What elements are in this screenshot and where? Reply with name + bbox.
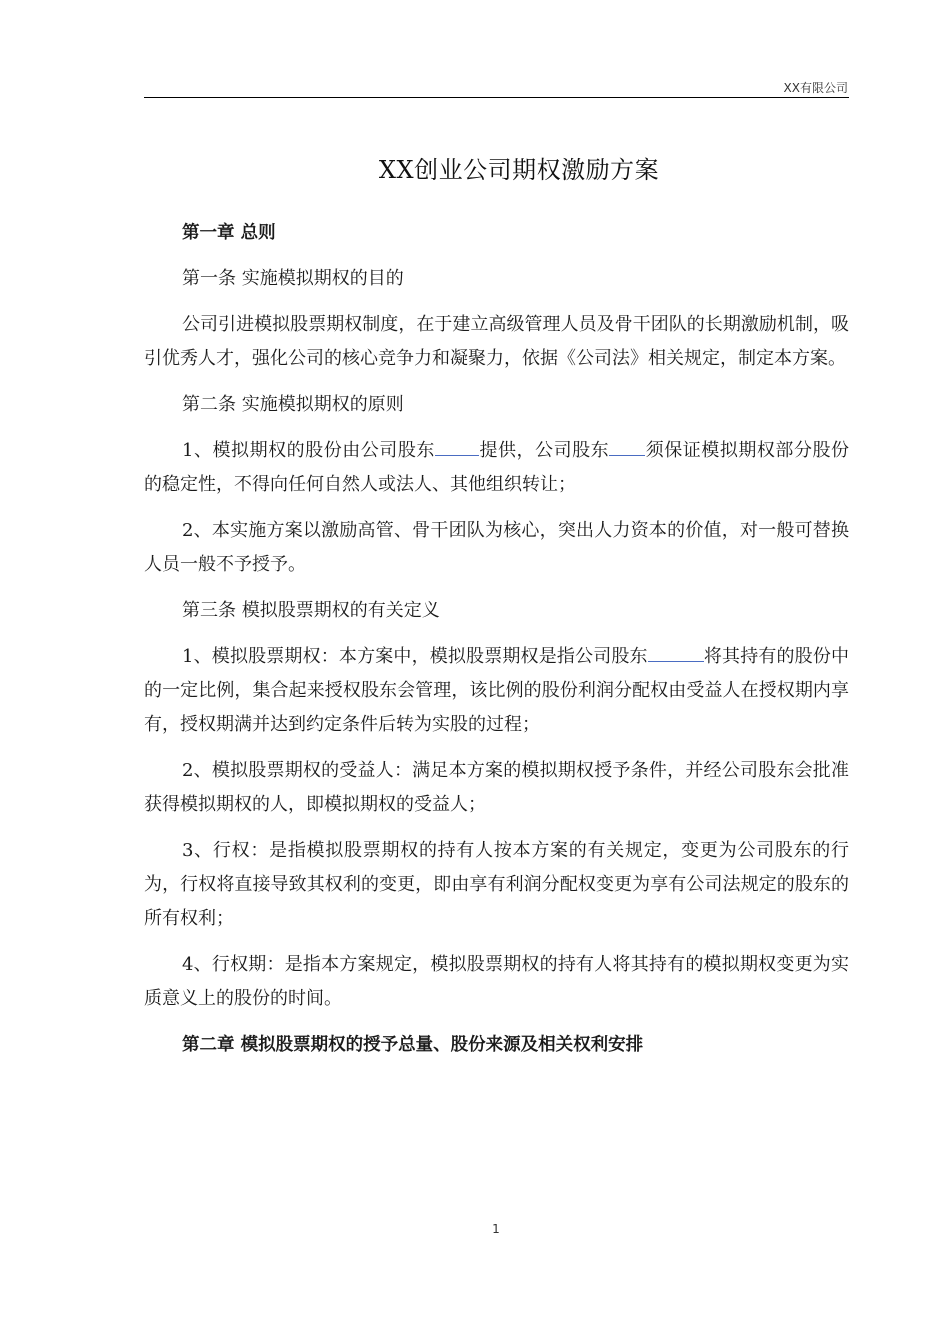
- article-3-item-3: 3、行权：是指模拟股票期权的持有人按本方案的有关规定，变更为公司股东的行为，行权将直接导致其权利的变更，即由享有利润分配权变更为享有公司法规定的股东的所有权利；: [144, 840, 849, 929]
- page-number: 1: [492, 1222, 500, 1236]
- article-2-heading: 第二条 实施模拟期权的原则: [182, 394, 404, 415]
- article-1-text: 公司引进模拟股票期权制度，在于建立高级管理人员及骨干团队的长期激励机制，吸引优秀人才，强化公司的核心竞争力和凝聚力，依据《公司法》相关规定，制定本方案。: [144, 314, 849, 369]
- article-2-item-2: 2、本实施方案以激励高管、骨干团队为核心，突出人力资本的价值，对一般可替换人员一般不予授予。: [144, 520, 849, 575]
- chapter-2-heading: 第二章 模拟股票期权的授予总量、股份来源及相关权利安排: [182, 1035, 644, 1055]
- article-3-item-4: 4、行权期：是指本方案规定，模拟股票期权的持有人将其持有的模拟期权变更为实质意义上的股份的时间。: [144, 954, 849, 1009]
- article-2-item-1-part-b: 提供，公司股东: [478, 440, 610, 461]
- article-3-heading: 第三条 模拟股票期权的有关定义: [182, 600, 440, 621]
- article-2-item-1-part-a: 1、模拟期权的股份由公司股东: [182, 440, 435, 461]
- document-body: [144, 216, 849, 1074]
- blank-field-shareholder-1[interactable]: [435, 437, 479, 456]
- header-company-name: XX有限公司: [783, 81, 848, 95]
- document-title: XX创业公司期权激励方案: [378, 156, 660, 184]
- chapter-1-heading: 第一章 总则: [182, 223, 276, 243]
- article-3-item-1: [144, 640, 849, 742]
- article-3-item-1-part-a: 1、模拟股票期权：本方案中，模拟股票期权是指公司股东: [182, 646, 648, 667]
- article-3-item-2: 2、模拟股票期权的受益人：满足本方案的模拟期权授予条件，并经公司股东会批准获得模拟期权的人，即模拟期权的受益人；: [144, 760, 849, 815]
- header-rule: [144, 97, 849, 98]
- article-3-item-1-part-b: 将其持有的股份中的一定比例，集合起来授权股东会管理，该比例的股份利润分配权由受益人在授权期内享有，授权期满并达到约定条件后转为实股的过程；: [144, 646, 850, 735]
- article-2-item-1: [144, 434, 849, 502]
- blank-field-shareholder-2[interactable]: [609, 437, 645, 456]
- article-2-item-1-part-c: 须保证模拟期权部分股份的稳定性，不得向任何自然人或法人、其他组织转让；: [144, 440, 850, 495]
- blank-field-shareholder-3[interactable]: [648, 643, 704, 662]
- article-1-heading: 第一条 实施模拟期权的目的: [182, 268, 404, 289]
